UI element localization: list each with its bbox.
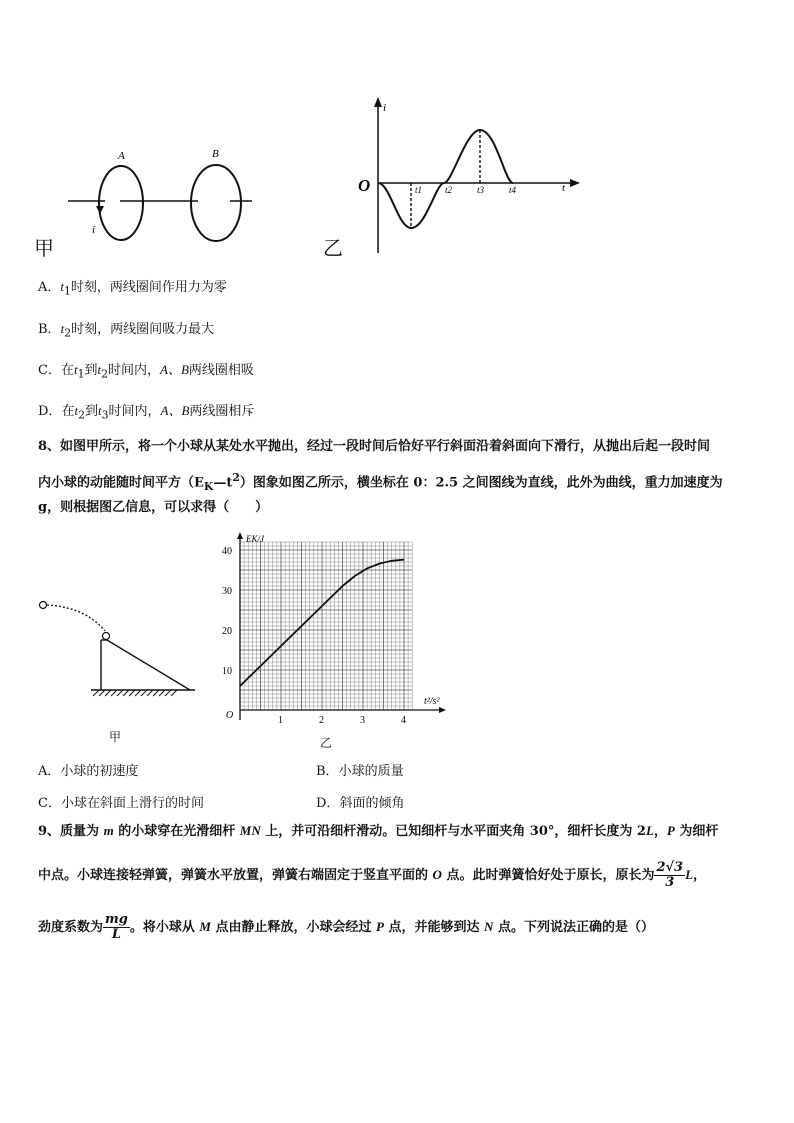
q8-line-2: 内小球的动能随时间平方$(E_K—t^2)$图象如图乙所示，横坐标在 0：2.5 之间图线为直线，此外为曲线，重力加速度为	[38, 471, 723, 493]
q8-line-1: 8、如图甲所示，将一个小球从某处水平抛出，经过一段时间后恰好平行斜面沿着斜面向下滑行，从抛出后起一段时间	[38, 439, 711, 454]
y-tick-label: 10	[222, 666, 232, 677]
q8-fig-jia-caption: 甲	[109, 730, 122, 744]
tick-t1: t1	[415, 185, 423, 195]
x-tick-label: 2	[319, 715, 324, 726]
origin-label: O	[358, 176, 371, 195]
trajectory	[47, 605, 105, 631]
x-tick-label: 4	[401, 715, 406, 726]
coil-b-label: B	[212, 148, 219, 160]
t-axis-arrow-icon	[570, 179, 580, 187]
fig7-jia-label: 甲	[34, 236, 54, 260]
spring-constant-fraction: $\frac{mg}{L}$	[105, 912, 128, 942]
ek-t2-chart	[210, 530, 450, 730]
current-time-graph	[350, 95, 590, 260]
tick-t4: t4	[509, 185, 517, 195]
x-tick-label: 1	[278, 715, 283, 726]
q8-line-3: g，则根据图乙信息，可以求得（ ）	[38, 500, 269, 515]
y-tick-label: 40	[222, 546, 232, 557]
fig7-yi-label: 乙	[323, 236, 343, 260]
current-label: i	[92, 224, 96, 236]
q9-line-2: 中点。小球连接轻弹簧，弹簧水平放置，弹簧右端固定于竖直平面的 O 点。此时弹簧恰好处于原长，原长为 $\frac{2√3}{3}$ L，	[38, 860, 707, 890]
coil-a-label: A	[118, 150, 125, 162]
tick-t3: t3	[477, 185, 485, 195]
chart-x-label: t²/s²	[424, 696, 440, 707]
coil-figure	[30, 135, 280, 265]
q7-option-b[interactable]: B．$t_2$时刻，两线圈间吸力最大	[38, 321, 215, 340]
q8-option-b[interactable]: B．小球的质量	[316, 764, 404, 779]
coil-b	[191, 165, 241, 241]
q8-option-d[interactable]: D．斜面的倾角	[316, 796, 405, 811]
current-arrow-icon	[96, 206, 104, 214]
i-axis-arrow-icon	[374, 97, 382, 107]
q8-option-c[interactable]: C．小球在斜面上滑行的时间	[38, 796, 204, 811]
q8-option-a[interactable]: A．小球的初速度	[38, 764, 139, 779]
i-axis-label: i	[383, 102, 387, 114]
t-axis-label: t	[562, 182, 566, 194]
chart-origin: O	[226, 710, 234, 721]
ball-start	[40, 602, 47, 609]
q7-option-a[interactable]: A．$t_1$时刻，两线圈间作用力为零	[38, 279, 227, 298]
y-tick-label: 20	[222, 626, 232, 637]
ground-hatch	[93, 690, 177, 696]
current-wave	[378, 130, 513, 228]
chart-x-axis-arrow-icon	[439, 707, 446, 713]
ball-on-incline	[103, 633, 110, 640]
q7-option-d[interactable]: D．在$t_2$到$t_3$时间内，A、B两线圈相斥	[38, 403, 255, 422]
chart-y-axis-arrow-icon	[237, 532, 243, 539]
spring-length-fraction: $\frac{2√3}{3}$	[656, 860, 684, 890]
chart-y-label: EK/J	[246, 534, 264, 544]
x-tick-label: 3	[360, 715, 365, 726]
tick-t2: t2	[445, 185, 453, 195]
q9-line-3: 劲度系数为 $\frac{mg}{L}$ 。将小球从 M 点由静止释放，小球会经过 P 点，并能够到达 N 点。下列说法正确的是（）	[38, 912, 654, 942]
y-tick-label: 30	[222, 586, 232, 597]
incline-slope	[107, 640, 190, 690]
q7-option-c[interactable]: C．在$t_1$到$t_2$时间内，A、B两线圈相吸	[38, 362, 254, 381]
incline-figure	[35, 595, 205, 705]
coil-a	[99, 166, 143, 240]
q8-fig-yi-caption: 乙	[320, 736, 333, 750]
q9-line-1: 9、质量为 m 的小球穿在光滑细杆 MN 上，并可沿细杆滑动。已知细杆与水平面夹角 30°，细杆长度为 2L，P 为细杆	[38, 823, 719, 839]
